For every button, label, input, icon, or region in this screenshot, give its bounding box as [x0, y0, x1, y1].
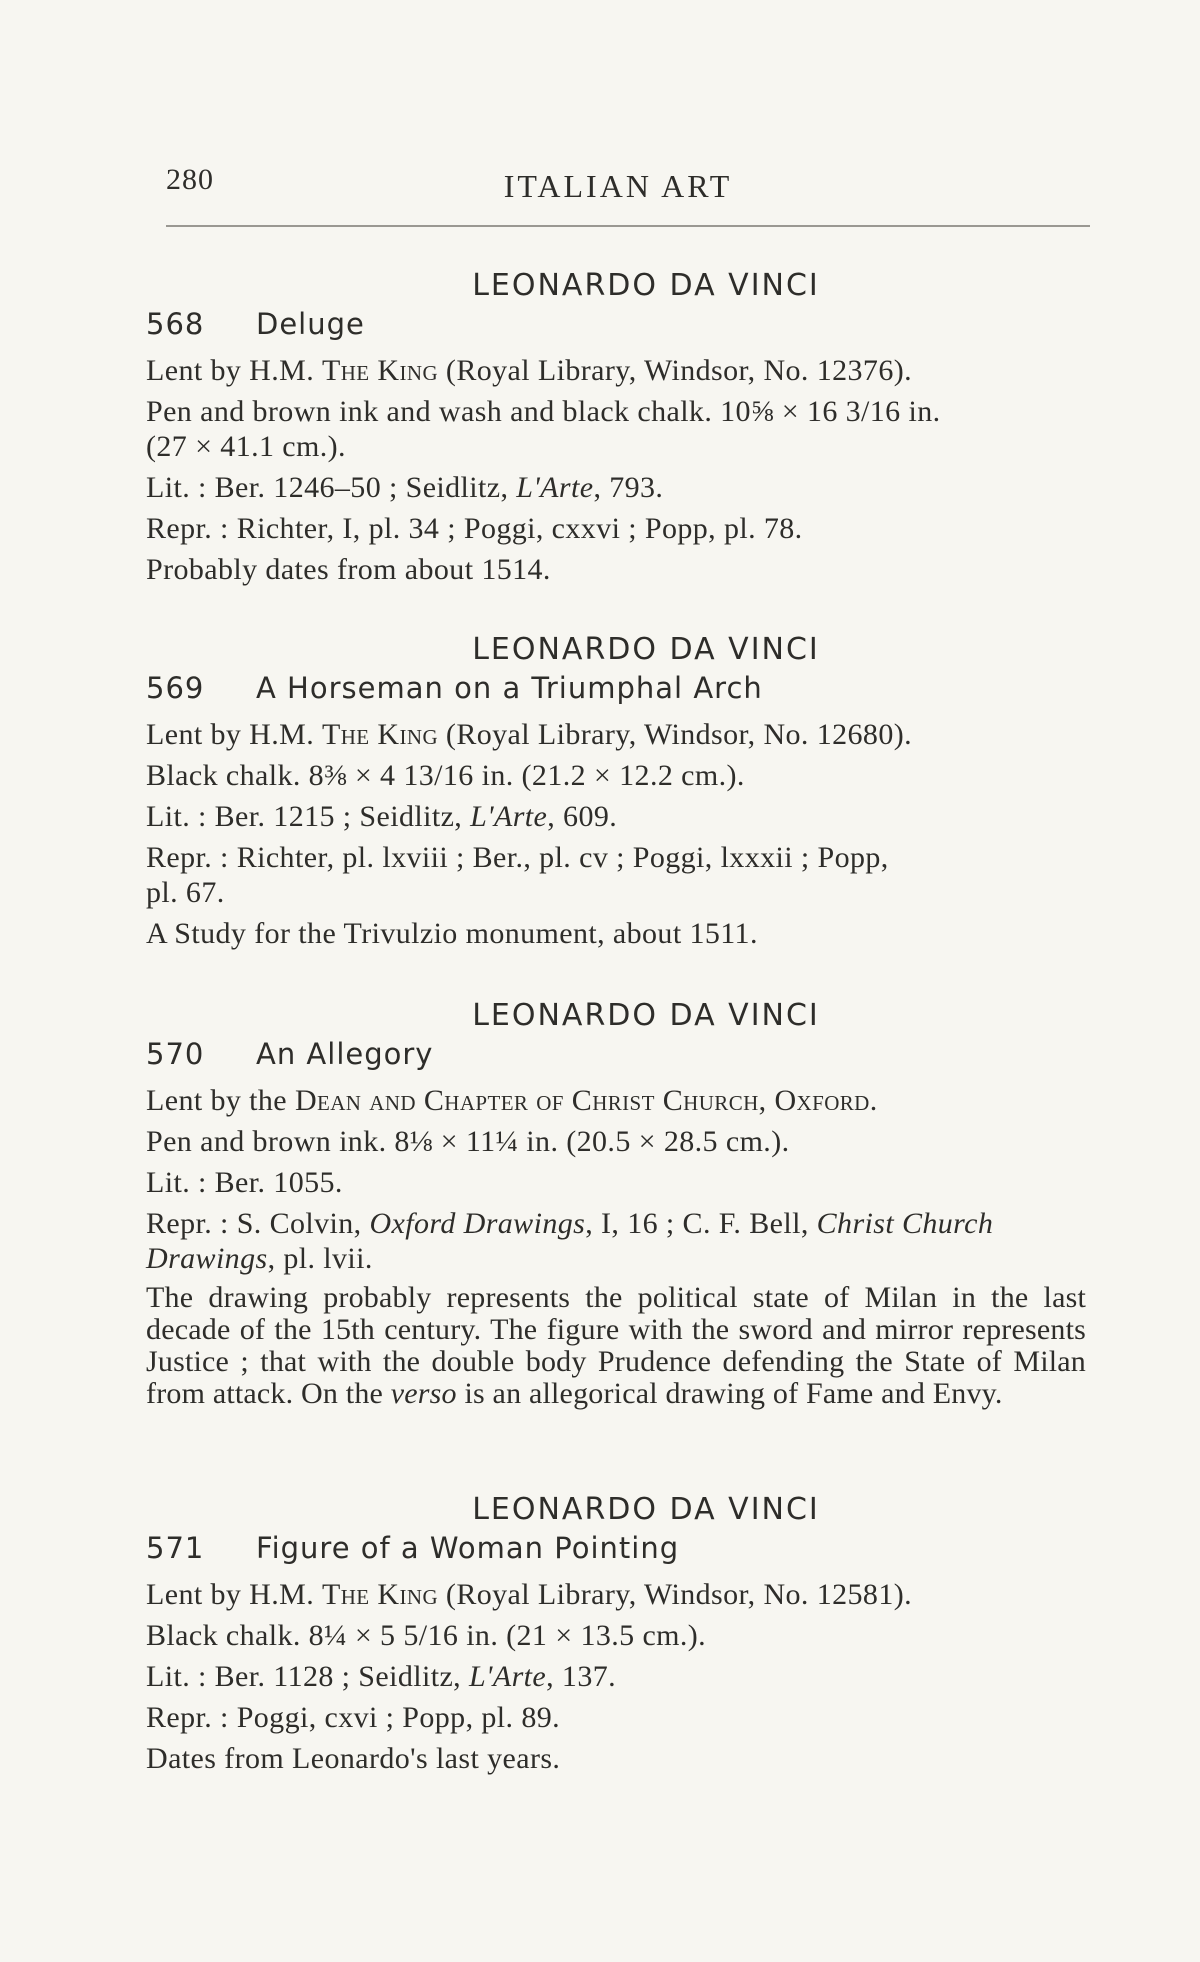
artist-heading: LEONARDO DA VINCI [472, 632, 820, 667]
lent-prefix: Lent by H.M. [146, 1578, 323, 1611]
literature-suffix: , 793. [593, 471, 664, 504]
reproduction-line: Repr. : Poggi, cxvi ; Popp, pl. 89. [146, 1701, 561, 1734]
description-suffix: is an allegorical drawing of Fame and Envy. [456, 1377, 1003, 1410]
literature-line [146, 470, 1086, 505]
entry-number: 568 [146, 307, 205, 341]
lent-suffix: (Royal Library, Windsor, No. 12376). [438, 354, 913, 387]
artist-heading: LEONARDO DA VINCI [472, 1492, 820, 1527]
lent-prefix: Lent by H.M. [146, 354, 323, 387]
reproduction-line-2: pl. 67. [146, 876, 225, 909]
literature-suffix: , 137. [546, 1660, 617, 1693]
literature-prefix: Lit. : Ber. 1215 ; Seidlitz, [146, 800, 471, 833]
entry-title-row [146, 671, 1086, 705]
lender-name: The King [322, 354, 439, 387]
catalogue-entry-571 [146, 1492, 1086, 1782]
literature-line [146, 1659, 1086, 1694]
lender-name: The King [322, 718, 439, 751]
entry-number: 570 [146, 1037, 205, 1071]
entry-number: 571 [146, 1531, 205, 1565]
reproduction-title-2: Christ Church Drawings [146, 1207, 994, 1275]
lent-line [146, 717, 1086, 752]
reproduction-line [146, 1206, 1086, 1276]
literature-title: L'Arte [516, 471, 594, 504]
reproduction-line: Repr. : Richter, pl. lxviii ; Ber., pl. cv ; Poggi, lxxxii ; Popp, [146, 841, 889, 874]
lent-suffix: (Royal Library, Windsor, No. 12680). [438, 718, 913, 751]
lent-line [146, 1083, 1086, 1118]
entry-title-row [146, 307, 1086, 341]
lent-prefix: Lent by the [146, 1084, 295, 1117]
literature-title: L'Arte [470, 800, 548, 833]
page-number: 280 [166, 163, 214, 196]
entry-title: Figure of a Woman Pointing [256, 1531, 680, 1565]
entry-title: An Allegory [256, 1037, 434, 1071]
header-rule [166, 225, 1090, 227]
lent-suffix: (Royal Library, Windsor, No. 12581). [438, 1578, 913, 1611]
artist-heading: LEONARDO DA VINCI [472, 268, 820, 303]
lender-name: Dean and Chapter of Christ Church, Oxford [294, 1084, 870, 1117]
entry-title: A Horseman on a Triumphal Arch [256, 671, 763, 705]
reproduction-line: Repr. : Richter, I, pl. 34 ; Poggi, cxxvi ; Popp, pl. 78. [146, 512, 803, 545]
medium-line-2: (27 × 41.1 cm.). [146, 430, 346, 463]
literature-line [146, 799, 1086, 834]
entry-number: 569 [146, 671, 205, 705]
description-text: The drawing probably represents the political state of Milan in the last decade of the 15th century. The figure with the sword and mirror represents Justice ; that with the double body Prudence defending the State of Milan from attack. On the [146, 1281, 1086, 1410]
note-line: Dates from Leonardo's last years. [146, 1742, 561, 1775]
medium-line: Pen and brown ink. 8⅛ × 11¼ in. (20.5 × 28.5 cm.). [146, 1125, 790, 1158]
medium-line: Pen and brown ink and wash and black chalk. 10⅝ × 16 3/16 in. [146, 395, 941, 428]
literature-line: Lit. : Ber. 1055. [146, 1166, 343, 1199]
lent-prefix: Lent by H.M. [146, 718, 323, 751]
reproduction-mid: , I, 16 ; C. F. Bell, [585, 1207, 817, 1240]
catalogue-entry-568 [146, 268, 1086, 593]
catalogue-entry-569 [146, 632, 1086, 957]
medium-line: Black chalk. 8¼ × 5 5/16 in. (21 × 13.5 cm.). [146, 1619, 707, 1652]
entry-title-row [146, 1531, 1086, 1565]
reproduction-title-1: Oxford Drawings [369, 1207, 586, 1240]
medium-line: Black chalk. 8⅜ × 4 13/16 in. (21.2 × 12.2 cm.). [146, 759, 745, 792]
lender-name: The King [322, 1578, 439, 1611]
note-line: Probably dates from about 1514. [146, 553, 551, 586]
literature-suffix: , 609. [547, 800, 618, 833]
entry-title: Deluge [256, 307, 365, 341]
literature-prefix: Lit. : Ber. 1128 ; Seidlitz, [146, 1660, 469, 1693]
entry-title-row [146, 1037, 1086, 1071]
running-title: ITALIAN ART [503, 168, 733, 204]
reproduction-prefix: Repr. : S. Colvin, [146, 1207, 370, 1240]
reproduction-suffix: , pl. lvii. [267, 1242, 373, 1275]
lent-line [146, 1577, 1086, 1612]
note-line: A Study for the Trivulzio monument, about 1511. [146, 917, 758, 950]
literature-prefix: Lit. : Ber. 1246–50 ; Seidlitz, [146, 471, 517, 504]
description-paragraph [146, 1282, 1086, 1410]
description-italic: verso [390, 1377, 457, 1410]
lent-line [146, 353, 1086, 388]
lent-suffix: . [869, 1084, 878, 1117]
artist-heading: LEONARDO DA VINCI [472, 998, 820, 1033]
literature-title: L'Arte [468, 1660, 547, 1693]
catalogue-entry-570 [146, 998, 1086, 1410]
